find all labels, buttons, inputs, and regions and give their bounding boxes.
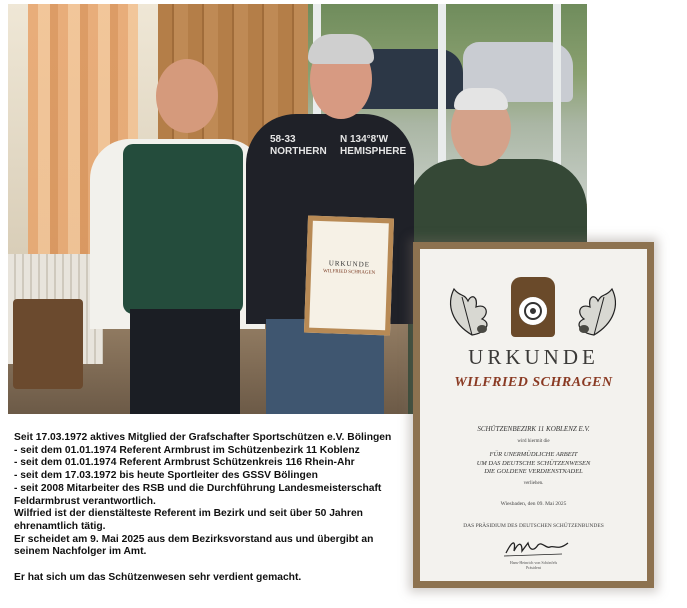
text-line: seinem Nachfolger im Amt. xyxy=(14,546,147,558)
text-line: - seit dem 01.01.1974 Referent Armbrust im Schützenbezirk 11 Koblenz xyxy=(14,444,360,456)
person-left-pants xyxy=(130,309,240,414)
jacket-print-right: N 134°8'W HEMISPHERE xyxy=(340,134,407,157)
certificate-paper xyxy=(420,249,647,581)
certificate-hiermit: wird hiermit die xyxy=(517,439,550,444)
person-right-hair xyxy=(454,88,508,110)
text-line: Wilfried ist der dienstälteste Referent im Bezirk und seit über 50 Jahren xyxy=(14,508,363,520)
text-closing-line: Er hat sich um das Schützenwesen sehr verdient gemacht. xyxy=(14,571,302,583)
certificate-award-line: DIE GOLDENE VERDIENSTNADEL xyxy=(484,468,583,475)
certificate-recipient: WILFRIED SCHRAGEN xyxy=(454,375,613,390)
honor-description xyxy=(14,432,408,584)
chair xyxy=(13,299,83,389)
certificate-award-text xyxy=(420,451,647,477)
certificate-title: URKUNDE xyxy=(468,345,599,369)
text-line: - seit dem 17.03.1972 bis heute Sportleiter des GSSV Bölingen xyxy=(14,470,318,482)
held-certificate xyxy=(304,216,394,336)
shooting-target-emblem-icon xyxy=(511,277,555,337)
certificate-frame xyxy=(413,242,654,588)
person-middle-hair xyxy=(308,34,374,64)
spacer xyxy=(14,559,408,572)
certificate-signer xyxy=(420,560,647,570)
certificate-award-line: FÜR UNERMÜDLICHE ARBEIT xyxy=(489,451,578,458)
certificate-club: SCHÜTZENBEZIRK 11 KOBLENZ E.V. xyxy=(477,425,590,433)
text-line: Feldarmbrust verantwortlich. xyxy=(14,495,156,507)
person-left-head xyxy=(156,59,218,133)
oak-leaves-left-icon xyxy=(442,283,500,339)
signer-name: Hans-Heinrich von Schönfels xyxy=(509,560,558,565)
certificate-award-line: UM DAS DEUTSCHE SCHÜTZENWESEN xyxy=(476,459,591,467)
text-line: - seit 2008 Mitarbeiter des RSB und die Durchführung Landesmeisterschaft xyxy=(14,482,382,494)
certificate-praesidium: DAS PRÄSIDIUM DES DEUTSCHEN SCHÜTZENBUNDES xyxy=(463,523,604,529)
held-certificate-name: WILFRIED SCHRAGEN xyxy=(322,269,376,276)
jacket-print xyxy=(270,134,407,174)
certificate-verliehen: verliehen. xyxy=(523,481,544,486)
jacket-print-left: 58-33 NORTHERN xyxy=(270,134,327,157)
text-line: Seit 17.03.1972 aktives Mitglied der Grafschafter Sportschützen e.V. Bölingen xyxy=(14,432,392,443)
text-line: ehrenamtlich tätig. xyxy=(14,520,106,532)
person-left-vest xyxy=(123,144,243,314)
signer-role: Präsident xyxy=(526,565,541,570)
text-line: Er scheidet am 9. Mai 2025 aus dem Bezirksvorstand aus und übergibt an xyxy=(14,533,374,545)
oak-leaves-right-icon xyxy=(566,283,624,339)
certificate-place-date: Wiesbaden, den 09. Mai 2025 xyxy=(500,501,567,507)
held-certificate-title: URKUNDE xyxy=(328,259,371,269)
signature-icon xyxy=(502,537,572,559)
text-line: - seit dem 01.01.1974 Referent Armbrust Schützenkreis 116 Rhein-Ahr xyxy=(14,457,355,469)
